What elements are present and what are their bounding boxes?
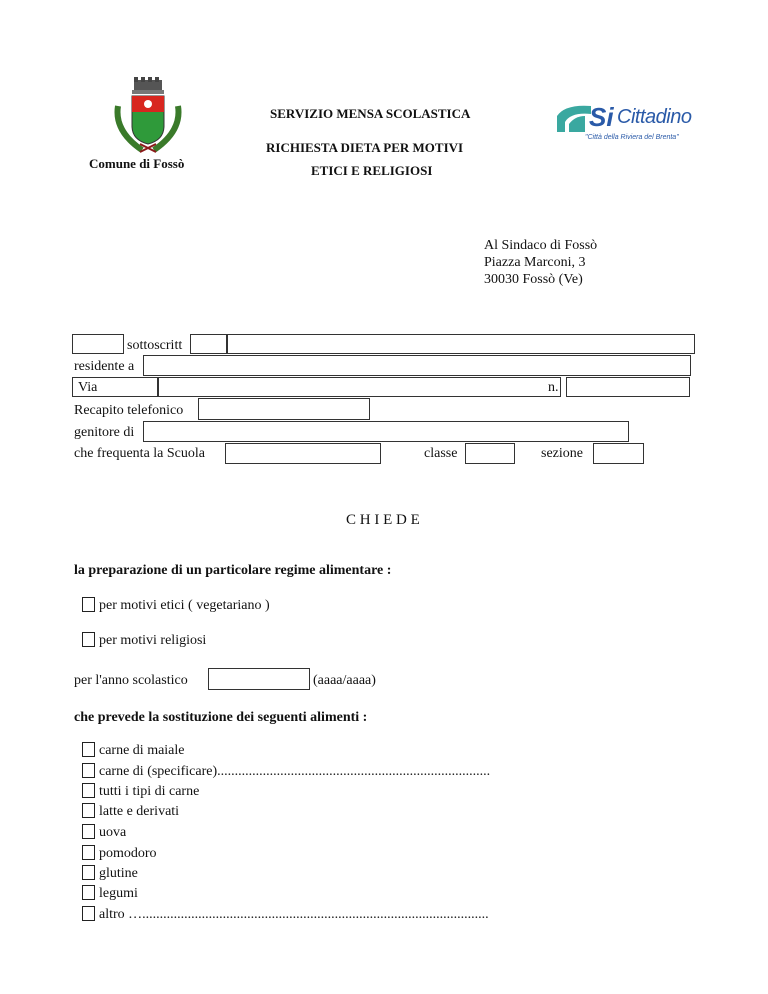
via-label: Via [78,380,98,395]
request-title-line2: ETICI E RELIGIOSI [311,163,433,178]
food-label-uova: uova [99,825,127,840]
addressee-line3: 30030 Fossò (Ve) [484,272,583,287]
regime-heading: la preparazione di un particolare regime alimentare : [74,563,392,578]
street-field[interactable] [158,377,561,397]
logo-tagline: "Città della Riviera del Brenta" [585,134,679,141]
logo-wave-icon [555,102,593,134]
class-field[interactable] [465,443,515,464]
religious-reason-label: per motivi religiosi [99,633,207,648]
chiede-heading: C H I E D E [346,512,420,528]
food-checkbox-maiale[interactable] [82,742,95,757]
food-checkbox-pomodoro[interactable] [82,845,95,860]
food-label-latte: latte e derivati [99,804,180,819]
food-label-altro: altro …................................................................................................... [99,907,489,922]
food-checkbox-glutine[interactable] [82,865,95,880]
sostituzione-heading: che prevede la sostituzione dei seguenti alimenti : [74,710,368,725]
ethical-reason-label: per motivi etici ( vegetariano ) [99,598,270,613]
school-year-field[interactable] [208,668,310,690]
ethical-reason-checkbox[interactable] [82,597,95,612]
telefono-label: Recapito telefonico [74,403,184,418]
numero-label: n. [548,380,559,395]
logo-cittadino-text: Cittadino [617,106,692,128]
scuola-label: che frequenta la Scuola [74,446,205,461]
coat-of-arms-icon [108,76,188,156]
sezione-label: sezione [541,446,583,461]
anno-label: per l'anno scolastico [74,673,188,688]
request-title-line1: RICHIESTA DIETA PER MOTIVI [266,140,464,155]
food-label-glutine: glutine [99,866,138,881]
logo-si-text: Si [589,102,614,132]
food-checkbox-legumi[interactable] [82,885,95,900]
religious-reason-checkbox[interactable] [82,632,95,647]
child-name-field[interactable] [143,421,629,442]
comune-label: Comune di Fossò [89,156,185,171]
residente-label: residente a [74,359,135,374]
si-cittadino-logo [555,100,692,146]
food-label-pomodoro: pomodoro [99,846,157,861]
section-field[interactable] [593,443,644,464]
comune-coat-of-arms [108,76,188,156]
addressee-line1: Al Sindaco di Fossò [484,238,598,253]
food-label-carne-specificare: carne di (specificare).............................................................................. [99,764,491,779]
food-label-legumi: legumi [99,886,138,901]
full-name-field[interactable] [227,334,695,354]
service-title: SERVIZIO MENSA SCOLASTICA [270,106,471,121]
title-prefix-field[interactable] [72,334,124,354]
food-checkbox-tutte-carni[interactable] [82,783,95,798]
food-checkbox-uova[interactable] [82,824,95,839]
food-label-maiale: carne di maiale [99,743,185,758]
school-field[interactable] [225,443,381,464]
addressee-line2: Piazza Marconi, 3 [484,255,586,270]
food-checkbox-latte[interactable] [82,803,95,818]
sottoscritt-label: sottoscritt [127,338,183,353]
street-number-field[interactable] [566,377,690,397]
residence-field[interactable] [143,355,691,376]
food-checkbox-carne-specificare[interactable] [82,763,95,778]
food-label-tutte-carni: tutti i tipi di carne [99,784,200,799]
food-checkbox-altro[interactable] [82,906,95,921]
classe-label: classe [424,446,458,461]
gender-suffix-field[interactable] [190,334,227,354]
anno-format-label: (aaaa/aaaa) [313,673,376,688]
phone-field[interactable] [198,398,370,420]
genitore-label: genitore di [74,425,135,440]
